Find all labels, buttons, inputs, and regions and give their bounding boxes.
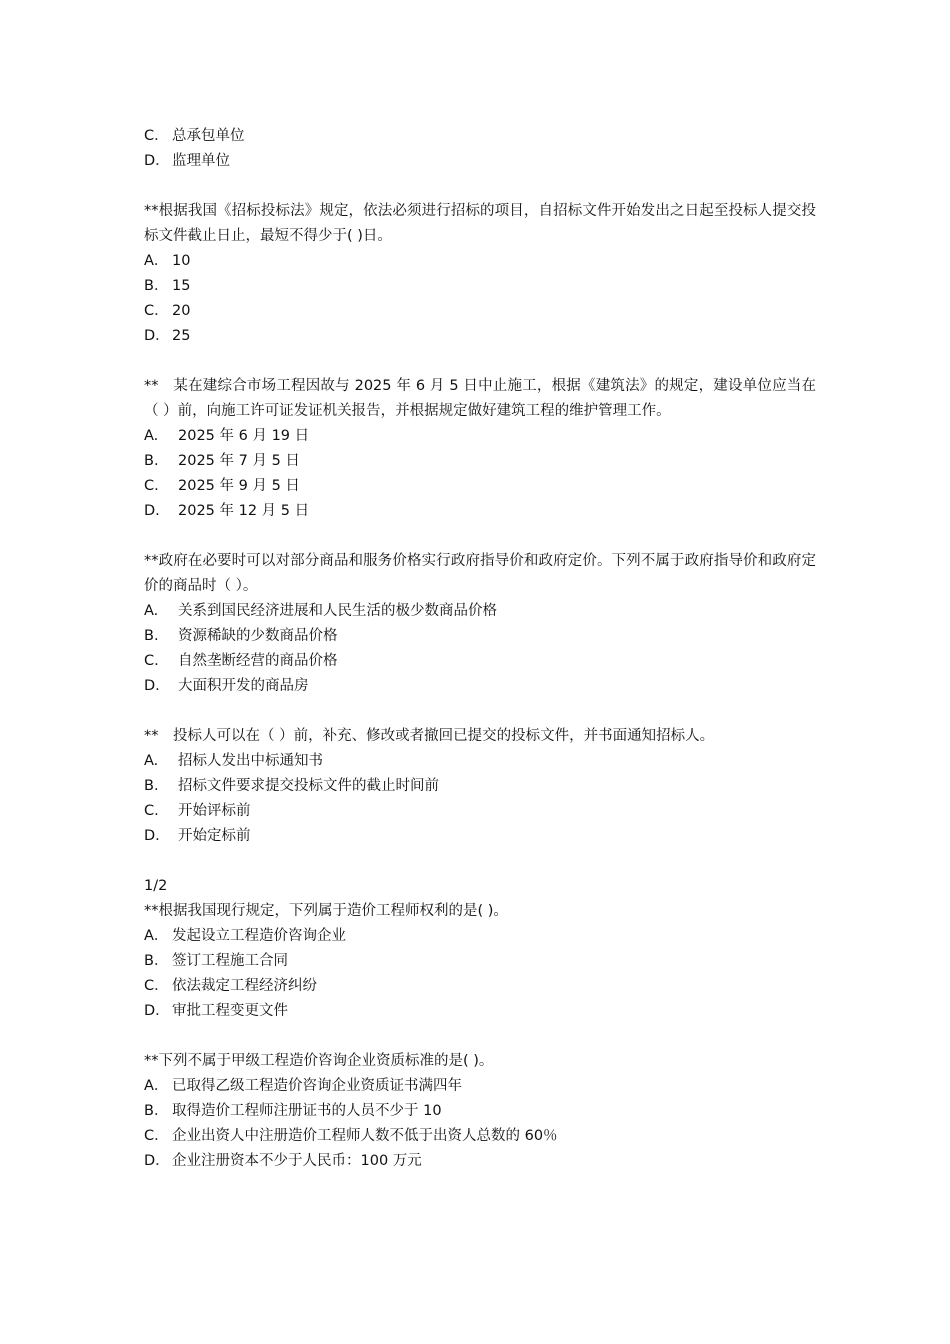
option-text: 2025 年 9 月 5 日 bbox=[178, 478, 300, 494]
option-c bbox=[144, 124, 816, 149]
option-letter: A. bbox=[144, 428, 159, 444]
option-d bbox=[144, 674, 816, 699]
option-letter: C． bbox=[144, 303, 169, 319]
question-text: **根据我国《招标投标法》规定，依法必须进行招标的项目，自招标文件开始发出之日起至投标人提交投标文件截止日止，最短不得少于( )日。 bbox=[144, 203, 816, 244]
option-text: 监理单位 bbox=[172, 153, 230, 169]
option-text: 10 bbox=[172, 253, 191, 269]
option-text: 15 bbox=[172, 278, 191, 294]
option-text: 签订工程施工合同 bbox=[172, 953, 288, 969]
option-text: 开始定标前 bbox=[178, 828, 251, 844]
option-d bbox=[144, 999, 816, 1024]
option-text: 2025 年 12 月 5 日 bbox=[178, 503, 310, 519]
option-text: 大面积开发的商品房 bbox=[178, 678, 309, 694]
option-c bbox=[144, 299, 816, 324]
option-text: 发起设立工程造价咨询企业 bbox=[172, 928, 346, 944]
option-letter: C． bbox=[144, 978, 169, 994]
question-text: **根据我国现行规定，下列属于造价工程师权利的是( )。 bbox=[144, 903, 508, 919]
spacer bbox=[144, 524, 816, 549]
option-d bbox=[144, 324, 816, 349]
option-b bbox=[144, 1099, 816, 1124]
question-text: ** 某在建综合市场工程因故与 2025 年 6 月 5 日中止施工，根据《建筑法》的规定，建设单位应当在（ ）前，向施工许可证发证机关报告，并根据规定做好建筑工程的维护管理工作。 bbox=[144, 378, 816, 419]
option-letter: D． bbox=[144, 328, 170, 344]
spacer bbox=[144, 174, 816, 199]
option-text: 2025 年 6 月 19 日 bbox=[178, 428, 310, 444]
question-text: **政府在必要时可以对部分商品和服务价格实行政府指导价和政府定价。下列不属于政府指导价和政府定价的商品时（ ）。 bbox=[144, 553, 816, 594]
option-a bbox=[144, 599, 816, 624]
option-b bbox=[144, 274, 816, 299]
option-letter: A． bbox=[144, 1078, 169, 1094]
option-text: 关系到国民经济进展和人民生活的极少数商品价格 bbox=[178, 603, 497, 619]
spacer bbox=[144, 1024, 816, 1049]
option-letter: C. bbox=[144, 653, 159, 669]
option-letter: D． bbox=[144, 153, 170, 169]
option-text: 2025 年 7 月 5 日 bbox=[178, 453, 300, 469]
option-d bbox=[144, 1149, 816, 1174]
option-b bbox=[144, 774, 816, 799]
option-letter: D． bbox=[144, 1003, 170, 1019]
option-c bbox=[144, 649, 816, 674]
option-d bbox=[144, 824, 816, 849]
option-text: 25 bbox=[172, 328, 191, 344]
option-c bbox=[144, 974, 816, 999]
option-text: 开始评标前 bbox=[178, 803, 251, 819]
option-a bbox=[144, 1074, 816, 1099]
option-text: 总承包单位 bbox=[172, 128, 245, 144]
document-page bbox=[144, 124, 816, 1174]
option-letter: B． bbox=[144, 278, 169, 294]
option-b bbox=[144, 624, 816, 649]
question-text: ** 投标人可以在（ ）前，补充、修改或者撤回已提交的投标文件，并书面通知招标人。 bbox=[144, 728, 715, 744]
option-d bbox=[144, 149, 816, 174]
option-letter: C． bbox=[144, 128, 169, 144]
option-a bbox=[144, 249, 816, 274]
option-letter: B． bbox=[144, 953, 169, 969]
option-letter: B. bbox=[144, 628, 159, 644]
option-text: 招标人发出中标通知书 bbox=[178, 753, 323, 769]
option-letter: C. bbox=[144, 803, 159, 819]
spacer bbox=[144, 849, 816, 874]
option-a bbox=[144, 424, 816, 449]
option-c bbox=[144, 1124, 816, 1149]
option-letter: A． bbox=[144, 928, 169, 944]
option-text: 已取得乙级工程造价咨询企业资质证书满四年 bbox=[172, 1078, 462, 1094]
option-b bbox=[144, 949, 816, 974]
spacer bbox=[144, 349, 816, 374]
option-text: 自然垄断经营的商品价格 bbox=[178, 653, 338, 669]
option-b bbox=[144, 449, 816, 474]
option-letter: A. bbox=[144, 603, 159, 619]
option-text: 资源稀缺的少数商品价格 bbox=[178, 628, 338, 644]
option-text: 招标文件要求提交投标文件的截止时间前 bbox=[178, 778, 439, 794]
option-letter: D. bbox=[144, 503, 160, 519]
option-letter: D. bbox=[144, 678, 160, 694]
option-d bbox=[144, 499, 816, 524]
option-text: 企业出资人中注册造价工程师人数不低于出资人总数的 60％ bbox=[172, 1128, 558, 1144]
option-text: 20 bbox=[172, 303, 191, 319]
question-text: **下列不属于甲级工程造价咨询企业资质标准的是( )。 bbox=[144, 1053, 494, 1069]
page-number: 1/2 bbox=[144, 878, 168, 894]
option-letter: A． bbox=[144, 253, 169, 269]
option-letter: D． bbox=[144, 1153, 170, 1169]
option-letter: A. bbox=[144, 753, 159, 769]
option-text: 取得造价工程师注册证书的人员不少于 10 bbox=[172, 1103, 442, 1119]
option-c bbox=[144, 799, 816, 824]
option-letter: D. bbox=[144, 828, 160, 844]
spacer bbox=[144, 699, 816, 724]
option-letter: C． bbox=[144, 1128, 169, 1144]
option-letter: C. bbox=[144, 478, 159, 494]
option-text: 审批工程变更文件 bbox=[172, 1003, 288, 1019]
option-text: 企业注册资本不少于人民币：100 万元 bbox=[172, 1153, 422, 1169]
option-letter: B. bbox=[144, 778, 159, 794]
option-text: 依法裁定工程经济纠纷 bbox=[172, 978, 317, 994]
option-c bbox=[144, 474, 816, 499]
option-letter: B． bbox=[144, 1103, 169, 1119]
option-letter: B. bbox=[144, 453, 159, 469]
option-a bbox=[144, 749, 816, 774]
option-a bbox=[144, 924, 816, 949]
